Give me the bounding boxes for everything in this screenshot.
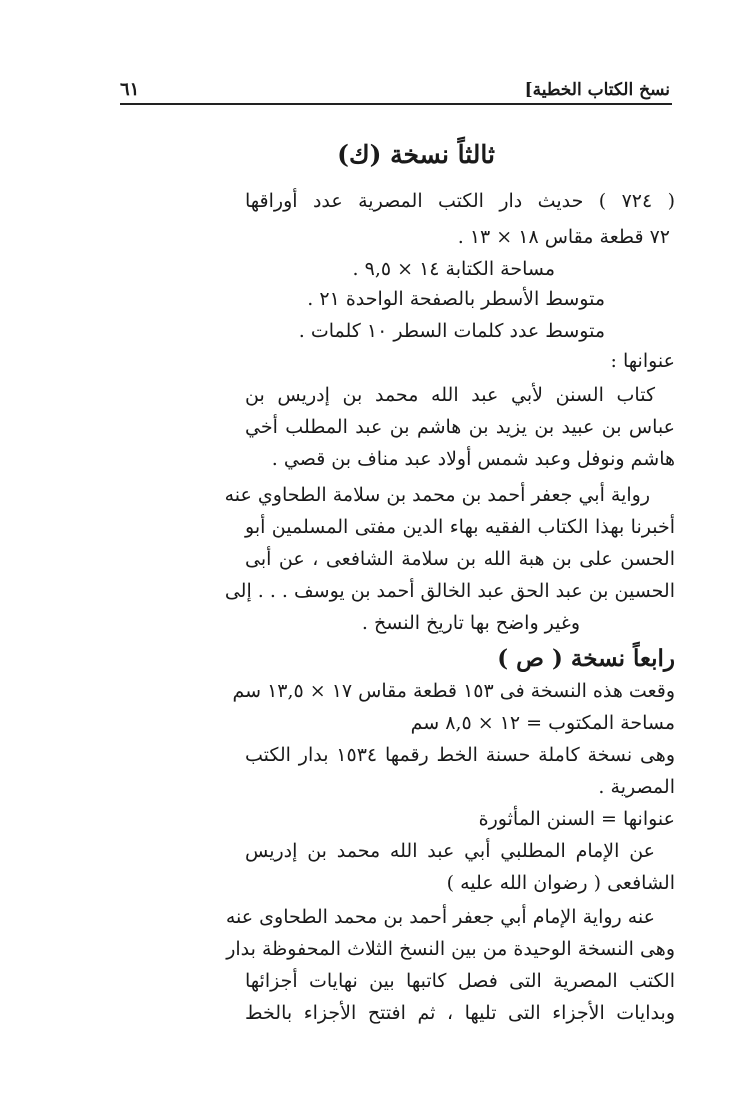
text-line: المصرية . (598, 776, 675, 798)
header-rule (120, 103, 672, 105)
text-line: الكتب المصرية التى فصل كاتبها بين نهايات أجزائها (245, 970, 675, 992)
running-title: نسخ الكتاب الخطية] (524, 80, 670, 100)
text-line: عن الإمام المطلبي أبي عبد الله محمد بن إدريس (245, 840, 655, 862)
text-line: مساحة المكتوب = ١٢ × ٨,٥ سم (410, 712, 675, 734)
text-line: كتاب السنن لأبي عبد الله محمد بن إدريس بن (245, 384, 655, 406)
text-line: أخبرنا بهذا الكتاب الفقيه بهاء الدين مفتى المسلمين أبو (245, 516, 675, 538)
text-line: وبدايات الأجزاء التى تليها ، ثم افتتح الأجزاء بالخط (245, 1002, 675, 1024)
text-line: رواية أبي جعفر أحمد بن محمد بن سلامة الطحاوي عنه (224, 484, 650, 506)
text-line: متوسط الأسطر بالصفحة الواحدة ٢١ . (307, 288, 605, 310)
text-line: ٧٢ قطعة مقاس ١٨ × ١٣ . (457, 226, 670, 248)
text-line: الشافعى ( رضوان الله عليه ) (446, 872, 675, 894)
text-line: عباس بن عبيد بن يزيد بن هاشم بن عبد المطلب أخي (245, 416, 675, 438)
text-line: عنه رواية الإمام أبي جعفر أحمد بن محمد الطحاوى عنه (225, 906, 655, 928)
text-line: وهى النسخة الوحيدة من بين النسخ الثلاث المحفوظة بدار (226, 938, 675, 960)
text-line: وغير واضح بها تاريخ النسخ . (361, 612, 580, 634)
text-line: ( ٧٢٤ ) حديث دار الكتب المصرية عدد أوراقها (245, 190, 676, 212)
page-number: ٦١ (120, 79, 140, 100)
text-line: مساحة الكتابة ١٤ × ٩,٥ . (352, 258, 555, 280)
text-line: الحسن على بن هبة الله بن سلامة الشافعى ، عن أبى (245, 548, 675, 570)
text-line: الحسين بن عبد الحق عبد الخالق أحمد بن يوسف . . . إلى (224, 580, 675, 602)
section-heading-s: رابعاً نسخة ( ص ) (497, 645, 675, 672)
text-line: وقعت هذه النسخة فى ١٥٣ قطعة مقاس ١٧ × ١٣,٥ سم (232, 680, 675, 702)
text-line: متوسط عدد كلمات السطر ١٠ كلمات . (298, 320, 605, 342)
page-header (120, 72, 670, 100)
text-line: عنوانها : (610, 350, 675, 372)
text-line: هاشم ونوفل وعبد شمس أولاد عبد مناف بن قصي . (271, 448, 675, 470)
text-line: وهى نسخة كاملة حسنة الخط رقمها ١٥٣٤ بدار الكتب (245, 744, 675, 766)
text-line: عنوانها = السنن المأثورة (478, 808, 675, 830)
section-heading-k: ثالثاً نسخة (ك) (337, 140, 495, 169)
